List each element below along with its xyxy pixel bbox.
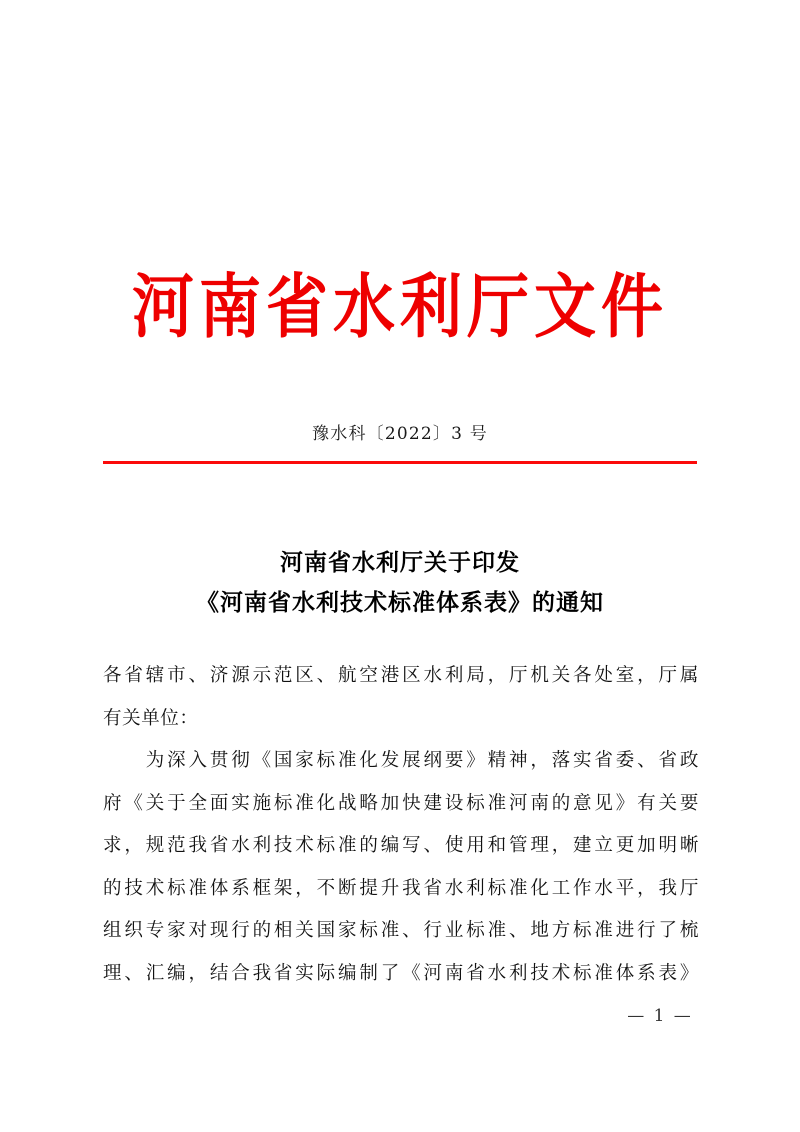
page-title-line-1: 河南省水利厅关于印发 bbox=[280, 549, 520, 576]
red-separator-rule bbox=[103, 461, 697, 464]
paragraph-1-line-5: 组织专家对现行的相关国家标准、行业标准、地方标准进行了梳 bbox=[103, 920, 699, 941]
paragraph-1-line-2: 府《关于全面实施标准化战略加快建设标准河南的意见》有关要 bbox=[103, 792, 699, 814]
page-number: — 1 — bbox=[627, 1006, 693, 1026]
page-title-line-2: 《河南省水利技术标准体系表》的通知 bbox=[196, 589, 604, 616]
document-number: 豫水科〔2022〕3 号 bbox=[312, 424, 488, 444]
document-body bbox=[103, 655, 699, 995]
page-title bbox=[0, 543, 800, 623]
recipients-line-2: 有关单位： bbox=[103, 707, 199, 729]
paragraph-1-line-6: 理、汇编，结合我省实际编制了《河南省水利技术标准体系表》 bbox=[103, 962, 699, 984]
paragraph-1-line-3: 求，规范我省水利技术标准的编写、使用和管理，建立更加明晰 bbox=[103, 835, 699, 856]
paragraph-1-line-4: 的技术标准体系框架，不断提升我省水利标准化工作水平，我厅 bbox=[103, 877, 699, 899]
masthead-title: 河南省水利厅文件 bbox=[131, 265, 668, 348]
paragraph-1-line-1: 为深入贯彻《国家标准化发展纲要》精神，落实省委、省政 bbox=[103, 750, 699, 771]
page-number-footer bbox=[0, 1006, 800, 1026]
recipients-line-1: 各省辖市、济源示范区、航空港区水利局，厅机关各处室，厅属 bbox=[103, 665, 699, 686]
masthead bbox=[0, 265, 800, 348]
